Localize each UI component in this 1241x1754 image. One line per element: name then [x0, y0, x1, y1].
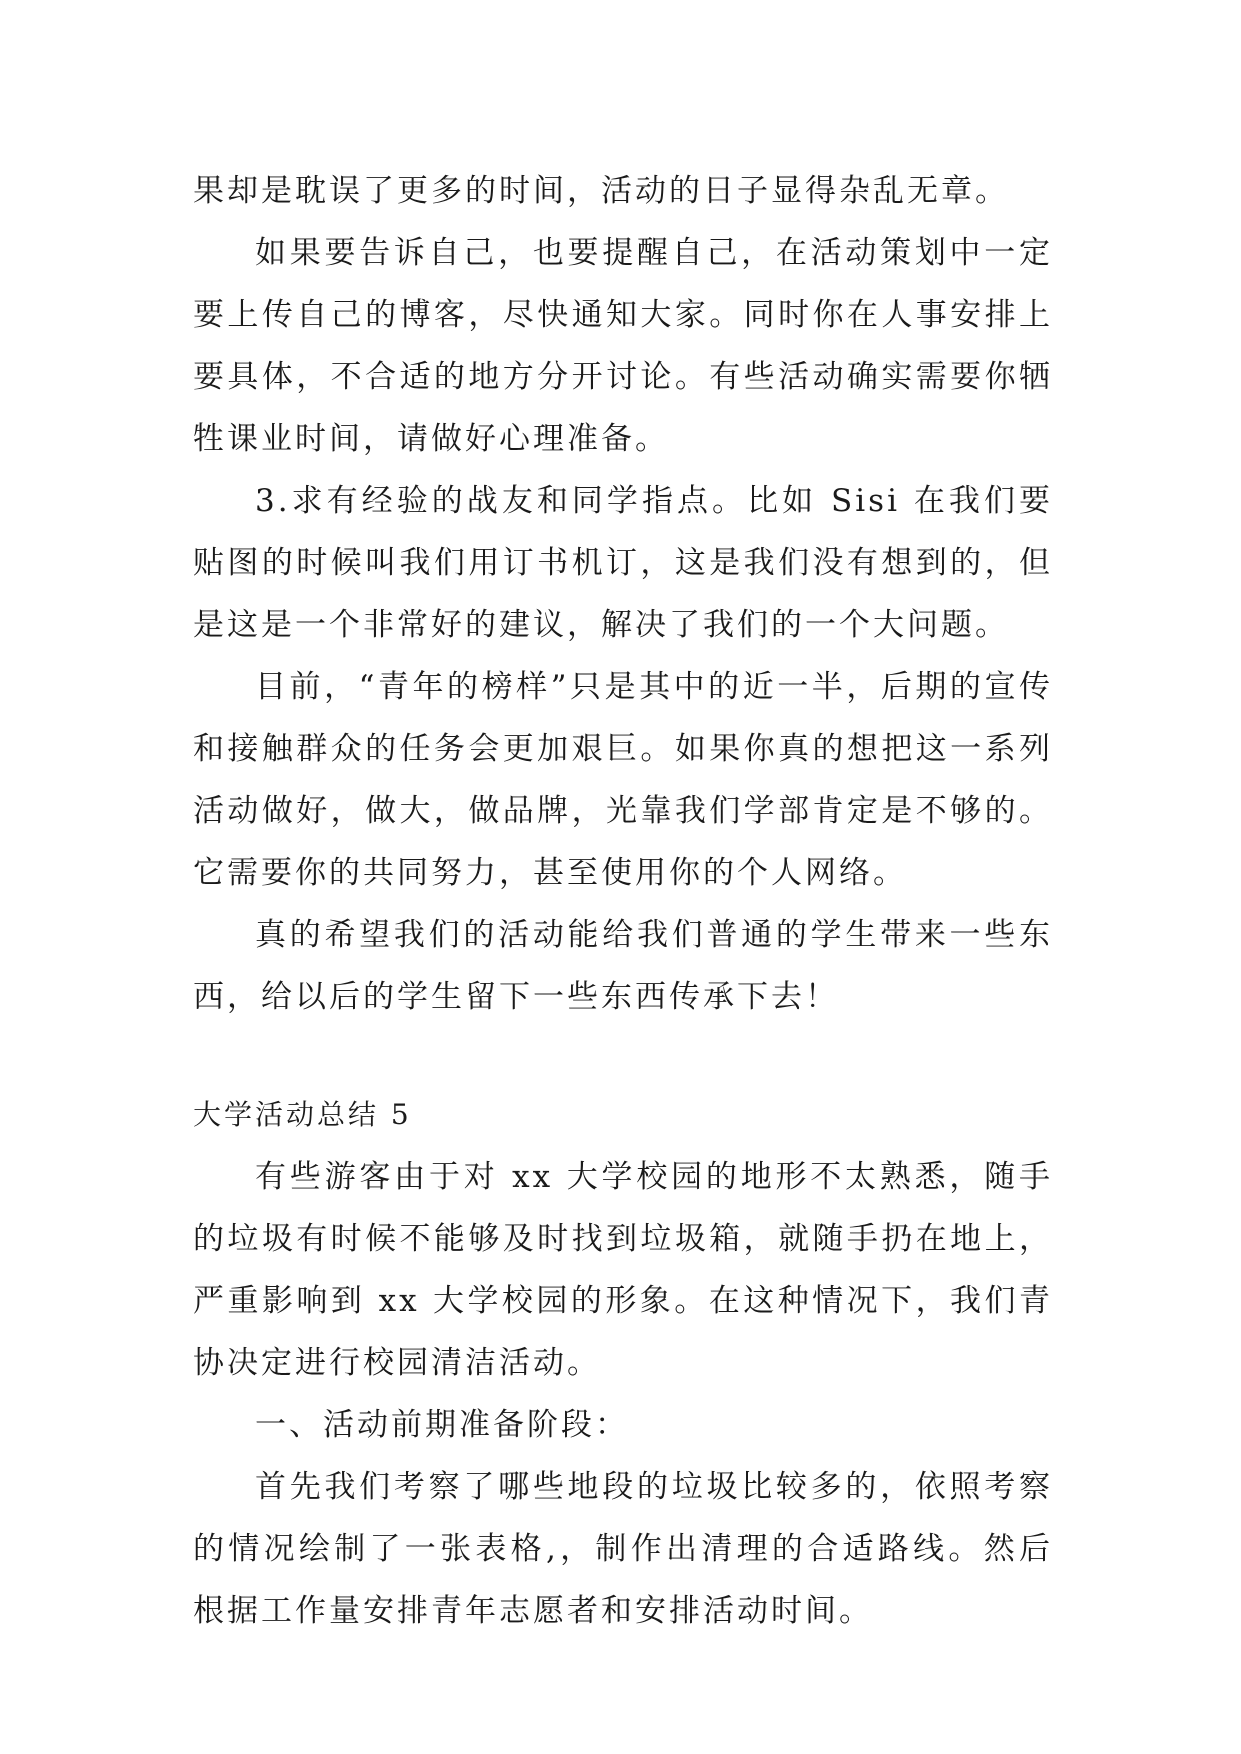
paragraph: 果却是耽误了更多的时间，活动的日子显得杂乱无章。: [193, 173, 1009, 209]
paragraph: 目前，“青年的榜样”只是其中的近一半，后期的宣传和接触群众的任务会更加艰巨。如果你真的想把这一系列活动做好，做大，做品牌，光靠我们学部肯定是不够的。它需要你的共同努力，甚至使用你的个人网络。: [193, 669, 1053, 891]
paragraph: 首先我们考察了哪些地段的垃圾比较多的，依照考察的情况绘制了一张表格,，制作出清理的合适路线。然后根据工作量安排青年志愿者和安排活动时间。: [193, 1469, 1053, 1629]
paragraph: 有些游客由于对 xx 大学校园的地形不太熟悉，随手的垃圾有时候不能够及时找到垃圾箱，就随手扔在地上，严重影响到 xx 大学校园的形象。在这种情况下，我们青协决定进行校园清洁活动。: [193, 1159, 1053, 1381]
paragraph: 一、活动前期准备阶段：: [255, 1407, 629, 1443]
paragraph: 如果要告诉自己，也要提醒自己，在活动策划中一定要上传自己的博客，尽快通知大家。同时你在人事安排上要具体，不合适的地方分开讨论。有些活动确实需要你牺牲课业时间，请做好心理准备。: [193, 235, 1053, 457]
section-title: 大学活动总结 5: [193, 1098, 412, 1131]
document-body: [193, 160, 1053, 1642]
paragraph: 真的希望我们的活动能给我们普通的学生带来一些东西，给以后的学生留下一些东西传承下去！: [193, 917, 1053, 1015]
paragraph: 3.求有经验的战友和同学指点。比如 Sisi 在我们要贴图的时候叫我们用订书机订，这是我们没有想到的，但是这是一个非常好的建议，解决了我们的一个大问题。: [193, 483, 1053, 643]
section-spacer: [193, 1028, 1053, 1084]
